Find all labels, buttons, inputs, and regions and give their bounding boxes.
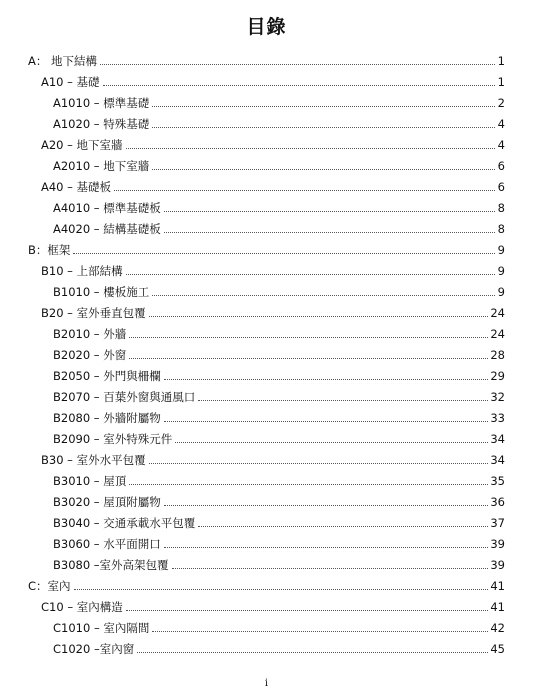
toc-entry-label: A1020 – 特殊基礎	[53, 117, 150, 131]
dot-leader	[164, 420, 489, 422]
toc-entry-label: B10 – 上部結構	[41, 264, 123, 278]
dot-leader	[164, 210, 495, 212]
toc-entry[interactable]	[0, 362, 505, 383]
dot-leader	[149, 462, 489, 464]
toc-entry[interactable]	[0, 341, 505, 362]
dot-leader	[149, 315, 489, 317]
dot-leader	[100, 63, 495, 65]
toc-entry-page-number: 8	[497, 201, 505, 215]
toc-entry-label: C1010 – 室內隔間	[53, 621, 150, 635]
toc-entry-page-number: 32	[490, 390, 505, 404]
toc-entry-page-number: 29	[490, 369, 505, 383]
toc-entry-page-number: 2	[497, 96, 505, 110]
toc-entry-label: B2070 – 百葉外窗與通風口	[53, 390, 196, 404]
dot-leader	[152, 105, 495, 107]
toc-entry-label: A： 地下結構	[28, 54, 98, 68]
toc-entry-page-number: 45	[490, 642, 505, 656]
toc-entry-page-number: 41	[490, 600, 505, 614]
toc-entry[interactable]	[0, 257, 505, 278]
dot-leader	[164, 378, 489, 380]
dot-leader	[152, 294, 495, 296]
toc-entry-label: C：室內	[28, 579, 71, 593]
page-title: 目錄	[246, 16, 287, 38]
toc-entry[interactable]	[0, 614, 505, 635]
toc-entry-page-number: 42	[490, 621, 505, 635]
page-number: i	[264, 678, 269, 689]
toc-entry-page-number: 6	[497, 159, 505, 173]
toc-entry[interactable]	[0, 635, 505, 656]
toc-entry-page-number: 9	[497, 264, 505, 278]
toc-entry-page-number: 28	[490, 348, 505, 362]
toc-entry-label: A10 – 基礎	[41, 75, 100, 89]
toc-entry-label: A40 – 基礎板	[41, 180, 112, 194]
toc-entry-label: B3020 – 屋頂附屬物	[53, 495, 161, 509]
dot-leader	[164, 546, 489, 548]
dot-leader	[126, 147, 495, 149]
dot-leader	[74, 588, 489, 590]
toc-entry-label: B2020 – 外窗	[53, 348, 127, 362]
toc-entry-label: A20 – 地下室牆	[41, 138, 123, 152]
toc-entry-label: B20 – 室外垂直包覆	[41, 306, 146, 320]
toc-entry[interactable]	[0, 425, 505, 446]
dot-leader	[152, 126, 495, 128]
toc-entry[interactable]	[0, 404, 505, 425]
toc-entry-label: B：框架	[28, 243, 71, 257]
dot-leader	[198, 525, 488, 527]
toc-entry-label: B2080 – 外牆附屬物	[53, 411, 161, 425]
toc-entry-page-number: 1	[497, 54, 505, 68]
toc-entry[interactable]	[0, 551, 505, 572]
dot-leader	[164, 231, 495, 233]
dot-leader	[73, 252, 495, 254]
toc-entry[interactable]	[0, 467, 505, 488]
toc-entry[interactable]	[0, 299, 505, 320]
dot-leader	[175, 441, 488, 443]
toc-entry-page-number: 24	[490, 306, 505, 320]
toc-entry[interactable]	[0, 488, 505, 509]
toc-entry[interactable]	[0, 509, 505, 530]
toc-entry[interactable]	[0, 89, 505, 110]
toc-entry-label: B3080 –室外高架包覆	[53, 558, 169, 572]
toc-entry-page-number: 33	[490, 411, 505, 425]
dot-leader	[126, 609, 489, 611]
toc-entry[interactable]	[0, 446, 505, 467]
toc-entry-page-number: 34	[490, 453, 505, 467]
toc-entry[interactable]	[0, 152, 505, 173]
toc-entry-label: B2050 – 外門與柵欄	[53, 369, 161, 383]
toc-entry-label: B30 – 室外水平包覆	[41, 453, 146, 467]
toc-entry-label: A4010 – 標準基礎板	[53, 201, 161, 215]
toc-entry-label: B3010 – 屋頂	[53, 474, 127, 488]
toc-entry[interactable]	[0, 572, 505, 593]
toc-entry[interactable]	[0, 110, 505, 131]
toc-entry[interactable]	[0, 383, 505, 404]
toc-entry[interactable]	[0, 131, 505, 152]
dot-leader	[164, 504, 489, 506]
toc-entry-page-number: 39	[490, 558, 505, 572]
dot-leader	[152, 630, 488, 632]
toc-entry[interactable]	[0, 47, 505, 68]
dot-leader	[137, 651, 488, 653]
toc-entry-page-number: 4	[497, 138, 505, 152]
toc-entry-label: C10 – 室內構造	[41, 600, 123, 614]
dot-leader	[129, 336, 488, 338]
toc-entry-label: B1010 – 樓板施工	[53, 285, 150, 299]
toc-entry[interactable]	[0, 278, 505, 299]
dot-leader	[103, 84, 495, 86]
toc-entry[interactable]	[0, 194, 505, 215]
toc-entry[interactable]	[0, 215, 505, 236]
toc-entry[interactable]	[0, 530, 505, 551]
dot-leader	[114, 189, 495, 191]
toc-entry-label: B3060 – 水平面開口	[53, 537, 161, 551]
toc-entry-page-number: 34	[490, 432, 505, 446]
toc-entry-page-number: 24	[490, 327, 505, 341]
toc-entry-page-number: 9	[497, 243, 505, 257]
toc-entry-label: B2010 – 外牆	[53, 327, 127, 341]
toc-entry-page-number: 41	[490, 579, 505, 593]
dot-leader	[152, 168, 495, 170]
toc-entry-label: A2010 – 地下室牆	[53, 159, 150, 173]
toc-entry-page-number: 6	[497, 180, 505, 194]
toc-entry-label: A1010 – 標準基礎	[53, 96, 150, 110]
toc-entry-page-number: 35	[490, 474, 505, 488]
toc-entry[interactable]	[0, 173, 505, 194]
dot-leader	[172, 567, 489, 569]
toc-entry[interactable]	[0, 320, 505, 341]
toc-entry-label: A4020 – 結構基礎板	[53, 222, 161, 236]
toc-entry[interactable]	[0, 68, 505, 89]
toc-entry[interactable]	[0, 236, 505, 257]
toc-entry[interactable]	[0, 593, 505, 614]
dot-leader	[198, 399, 488, 401]
toc-entry-label: B3040 – 交通承載水平包覆	[53, 516, 196, 530]
toc-entry-label: C1020 –室內窗	[53, 642, 135, 656]
toc-entry-page-number: 37	[490, 516, 505, 530]
dot-leader	[126, 273, 495, 275]
toc-entry-page-number: 36	[490, 495, 505, 509]
toc-entry-label: B2090 – 室外特殊元件	[53, 432, 173, 446]
toc-entry-page-number: 1	[497, 75, 505, 89]
toc-entry-page-number: 8	[497, 222, 505, 236]
dot-leader	[129, 357, 488, 359]
toc-entry-page-number: 4	[497, 117, 505, 131]
dot-leader	[129, 483, 488, 485]
toc-entry-page-number: 39	[490, 537, 505, 551]
toc-entry-page-number: 9	[497, 285, 505, 299]
